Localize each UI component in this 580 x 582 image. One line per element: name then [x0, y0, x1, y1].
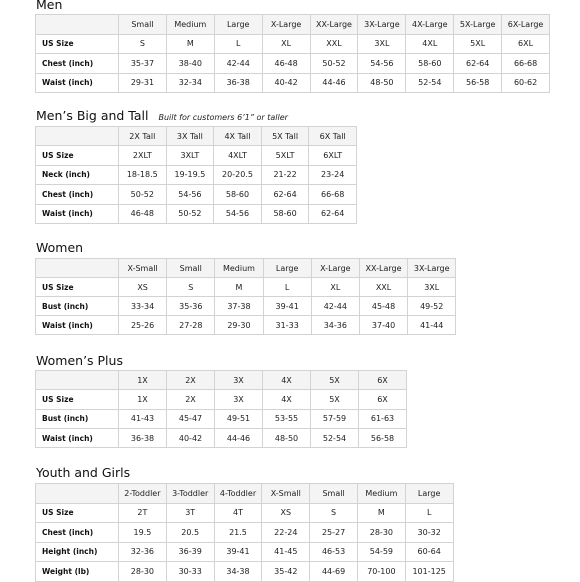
row-label: Weight (lb) [36, 562, 119, 582]
table-cell: 3T [166, 503, 214, 523]
table-cell: 50-52 [119, 185, 167, 204]
table-cell: M [357, 503, 405, 523]
header-row [36, 371, 407, 390]
row-bust-inch [36, 409, 407, 428]
table-cell: 20.5 [166, 523, 214, 543]
table-cell: 40-42 [167, 428, 215, 447]
table-cell: 5X [311, 390, 359, 409]
table-cell: 41-45 [262, 542, 310, 562]
table-cell: 1X [119, 390, 167, 409]
section-heading [36, 465, 130, 480]
table-cell: L [405, 503, 453, 523]
table-cell: 4XL [406, 34, 454, 54]
table-cell: 62-64 [261, 185, 309, 204]
row-label: Neck (inch) [36, 165, 119, 184]
table-cell: 6XLT [309, 146, 357, 165]
table-cell: 48-50 [263, 428, 311, 447]
column-header: 4-Toddler [214, 484, 262, 504]
column-header: 3-Toddler [166, 484, 214, 504]
row-label: US Size [36, 146, 119, 165]
corner-cell [36, 371, 119, 390]
row-label: Chest (inch) [36, 523, 119, 543]
corner-cell [36, 15, 119, 35]
table-cell: 35-36 [167, 297, 215, 316]
corner-cell [36, 259, 119, 278]
column-header: 3X [215, 371, 263, 390]
row-label: US Size [36, 503, 119, 523]
table-cell: 49-52 [408, 297, 456, 316]
table-cell: XXL [310, 34, 358, 54]
table-cell: 40-42 [262, 73, 310, 93]
table-cell: 34-38 [214, 562, 262, 582]
column-header: Small [167, 259, 215, 278]
row-label: US Size [36, 390, 119, 409]
table-cell: 66-68 [309, 185, 357, 204]
table-cell: 27-28 [167, 316, 215, 335]
row-height-inch [36, 542, 454, 562]
table-cell: 22-24 [262, 523, 310, 543]
row-chest-inch [36, 185, 357, 204]
table-cell: 36-38 [214, 73, 262, 93]
column-header: 6X Tall [309, 127, 357, 146]
table-cell: L [263, 278, 311, 297]
row-waist-inch [36, 316, 456, 335]
men-size-table [35, 14, 550, 93]
table-cell: 41-44 [408, 316, 456, 335]
table-cell: M [166, 34, 214, 54]
column-header: XX-Large [310, 15, 358, 35]
table-cell: 54-56 [214, 204, 262, 223]
table-cell: 66-68 [502, 54, 550, 74]
row-label: Waist (inch) [36, 204, 119, 223]
corner-cell [36, 484, 119, 504]
row-label: Chest (inch) [36, 185, 119, 204]
table-cell: 37-40 [359, 316, 407, 335]
header-row [36, 259, 456, 278]
section-title: Men [36, 0, 63, 12]
womens-plus-size-table [35, 370, 407, 448]
table-cell: 28-30 [357, 523, 405, 543]
table-cell: XXL [359, 278, 407, 297]
column-header: 3X Tall [166, 127, 214, 146]
row-chest-inch [36, 523, 454, 543]
table-cell: S [119, 34, 167, 54]
table-cell: 45-47 [167, 409, 215, 428]
table-cell: 4X [263, 390, 311, 409]
table-cell: 19-19.5 [166, 165, 214, 184]
table-cell: XL [311, 278, 359, 297]
row-bust-inch [36, 297, 456, 316]
table-cell: 56-58 [454, 73, 502, 93]
table-cell: 61-63 [359, 409, 407, 428]
section-heading [36, 240, 83, 255]
column-header: Large [263, 259, 311, 278]
row-waist-inch [36, 204, 357, 223]
table-cell: 19.5 [119, 523, 167, 543]
table-cell: 37-38 [215, 297, 263, 316]
row-waist-inch [36, 73, 550, 93]
table-cell: 50-52 [310, 54, 358, 74]
row-label: Waist (inch) [36, 428, 119, 447]
row-us-size [36, 34, 550, 54]
table-cell: 4T [214, 503, 262, 523]
table-cell: 49-51 [215, 409, 263, 428]
table-cell: 30-32 [405, 523, 453, 543]
column-header: 5X [311, 371, 359, 390]
table-cell: 56-58 [359, 428, 407, 447]
column-header: 1X [119, 371, 167, 390]
column-header: XX-Large [359, 259, 407, 278]
row-label: Bust (inch) [36, 409, 119, 428]
table-cell: 42-44 [311, 297, 359, 316]
table-cell: 3XL [358, 34, 406, 54]
column-header: Medium [357, 484, 405, 504]
table-cell: 36-39 [166, 542, 214, 562]
table-cell: 28-30 [119, 562, 167, 582]
table-cell: 45-48 [359, 297, 407, 316]
youth-girls-size-table [35, 483, 454, 582]
section-heading [36, 0, 62, 12]
table-cell: 46-48 [119, 204, 167, 223]
table-cell: 32-36 [119, 542, 167, 562]
table-cell: 46-48 [262, 54, 310, 74]
section-title: Women [36, 240, 84, 255]
row-label: Waist (inch) [36, 316, 119, 335]
table-cell: 35-42 [262, 562, 310, 582]
column-header: 4X Tall [214, 127, 262, 146]
table-cell: 30-33 [166, 562, 214, 582]
table-cell: S [167, 278, 215, 297]
table-cell: 58-60 [214, 185, 262, 204]
row-neck-inch [36, 165, 357, 184]
table-cell: 36-38 [119, 428, 167, 447]
row-us-size [36, 278, 456, 297]
column-header: 6X [359, 371, 407, 390]
table-cell: XS [119, 278, 167, 297]
column-header: X-Large [311, 259, 359, 278]
table-cell: 54-56 [166, 185, 214, 204]
column-header: 2-Toddler [119, 484, 167, 504]
row-label: US Size [36, 278, 119, 297]
table-cell: 44-69 [310, 562, 358, 582]
column-header: 2X [167, 371, 215, 390]
table-cell: 6XL [502, 34, 550, 54]
table-cell: 3X [215, 390, 263, 409]
table-cell: 70-100 [357, 562, 405, 582]
row-waist-inch [36, 428, 407, 447]
table-cell: 46-53 [310, 542, 358, 562]
women-size-table [35, 258, 456, 335]
column-header: 4X [263, 371, 311, 390]
table-cell: 48-50 [358, 73, 406, 93]
column-header: X-Small [262, 484, 310, 504]
table-cell: 39-41 [263, 297, 311, 316]
section-title: Youth and Girls [36, 465, 131, 480]
row-us-size [36, 146, 357, 165]
column-header: 3X-Large [408, 259, 456, 278]
column-header: Large [214, 15, 262, 35]
table-cell: 4XLT [214, 146, 262, 165]
table-cell: 5XLT [261, 146, 309, 165]
column-header: 4X-Large [406, 15, 454, 35]
table-cell: 62-64 [454, 54, 502, 74]
column-header: X-Large [262, 15, 310, 35]
table-cell: 42-44 [214, 54, 262, 74]
section-heading [36, 353, 123, 368]
row-us-size [36, 390, 407, 409]
header-row [36, 15, 550, 35]
column-header: Medium [166, 15, 214, 35]
table-cell: 58-60 [261, 204, 309, 223]
table-cell: 25-27 [310, 523, 358, 543]
table-cell: 25-26 [119, 316, 167, 335]
table-cell: 41-43 [119, 409, 167, 428]
table-cell: 44-46 [310, 73, 358, 93]
column-header: Small [119, 15, 167, 35]
table-cell: 34-36 [311, 316, 359, 335]
column-header: Large [405, 484, 453, 504]
table-cell: XS [262, 503, 310, 523]
row-weight-lb [36, 562, 454, 582]
table-cell: 53-55 [263, 409, 311, 428]
column-header: 5X Tall [261, 127, 309, 146]
column-header: Medium [215, 259, 263, 278]
row-label: Bust (inch) [36, 297, 119, 316]
table-cell: 58-60 [406, 54, 454, 74]
table-cell: 5XL [454, 34, 502, 54]
corner-cell [36, 127, 119, 146]
table-cell: 50-52 [166, 204, 214, 223]
table-cell: 2XLT [119, 146, 167, 165]
row-label: Chest (inch) [36, 54, 119, 74]
table-cell: 54-59 [357, 542, 405, 562]
table-cell: 21-22 [261, 165, 309, 184]
table-cell: 44-46 [215, 428, 263, 447]
column-header: Small [310, 484, 358, 504]
column-header: 5X-Large [454, 15, 502, 35]
table-cell: 33-34 [119, 297, 167, 316]
row-label: US Size [36, 34, 119, 54]
section-heading [36, 108, 288, 123]
table-cell: XL [262, 34, 310, 54]
table-cell: 20-20.5 [214, 165, 262, 184]
table-cell: M [215, 278, 263, 297]
table-cell: 39-41 [214, 542, 262, 562]
table-cell: 57-59 [311, 409, 359, 428]
table-cell: 3XL [408, 278, 456, 297]
table-cell: L [214, 34, 262, 54]
column-header: X-Small [119, 259, 167, 278]
table-cell: 60-62 [502, 73, 550, 93]
table-cell: 62-64 [309, 204, 357, 223]
row-us-size [36, 503, 454, 523]
table-cell: 52-54 [406, 73, 454, 93]
header-row [36, 484, 454, 504]
table-cell: 3XLT [166, 146, 214, 165]
row-label: Waist (inch) [36, 73, 119, 93]
table-cell: 52-54 [311, 428, 359, 447]
column-header: 2X Tall [119, 127, 167, 146]
table-cell: 6X [359, 390, 407, 409]
section-note: Built for customers 6’1” or taller [158, 113, 288, 122]
column-header: 3X-Large [358, 15, 406, 35]
table-cell: S [310, 503, 358, 523]
table-cell: 23-24 [309, 165, 357, 184]
table-cell: 101-125 [405, 562, 453, 582]
table-cell: 35-37 [119, 54, 167, 74]
header-row [36, 127, 357, 146]
section-title: Women’s Plus [36, 353, 123, 368]
table-cell: 38-40 [166, 54, 214, 74]
table-cell: 54-56 [358, 54, 406, 74]
table-cell: 31-33 [263, 316, 311, 335]
column-header: 6X-Large [502, 15, 550, 35]
table-cell: 32-34 [166, 73, 214, 93]
mens-big-tall-size-table [35, 126, 357, 224]
table-cell: 2X [167, 390, 215, 409]
row-label: Height (inch) [36, 542, 119, 562]
row-chest-inch [36, 54, 550, 74]
table-cell: 60-64 [405, 542, 453, 562]
table-cell: 29-31 [119, 73, 167, 93]
table-cell: 29-30 [215, 316, 263, 335]
table-cell: 2T [119, 503, 167, 523]
section-title: Men’s Big and Tall [36, 108, 149, 123]
table-cell: 18-18.5 [119, 165, 167, 184]
table-cell: 21.5 [214, 523, 262, 543]
